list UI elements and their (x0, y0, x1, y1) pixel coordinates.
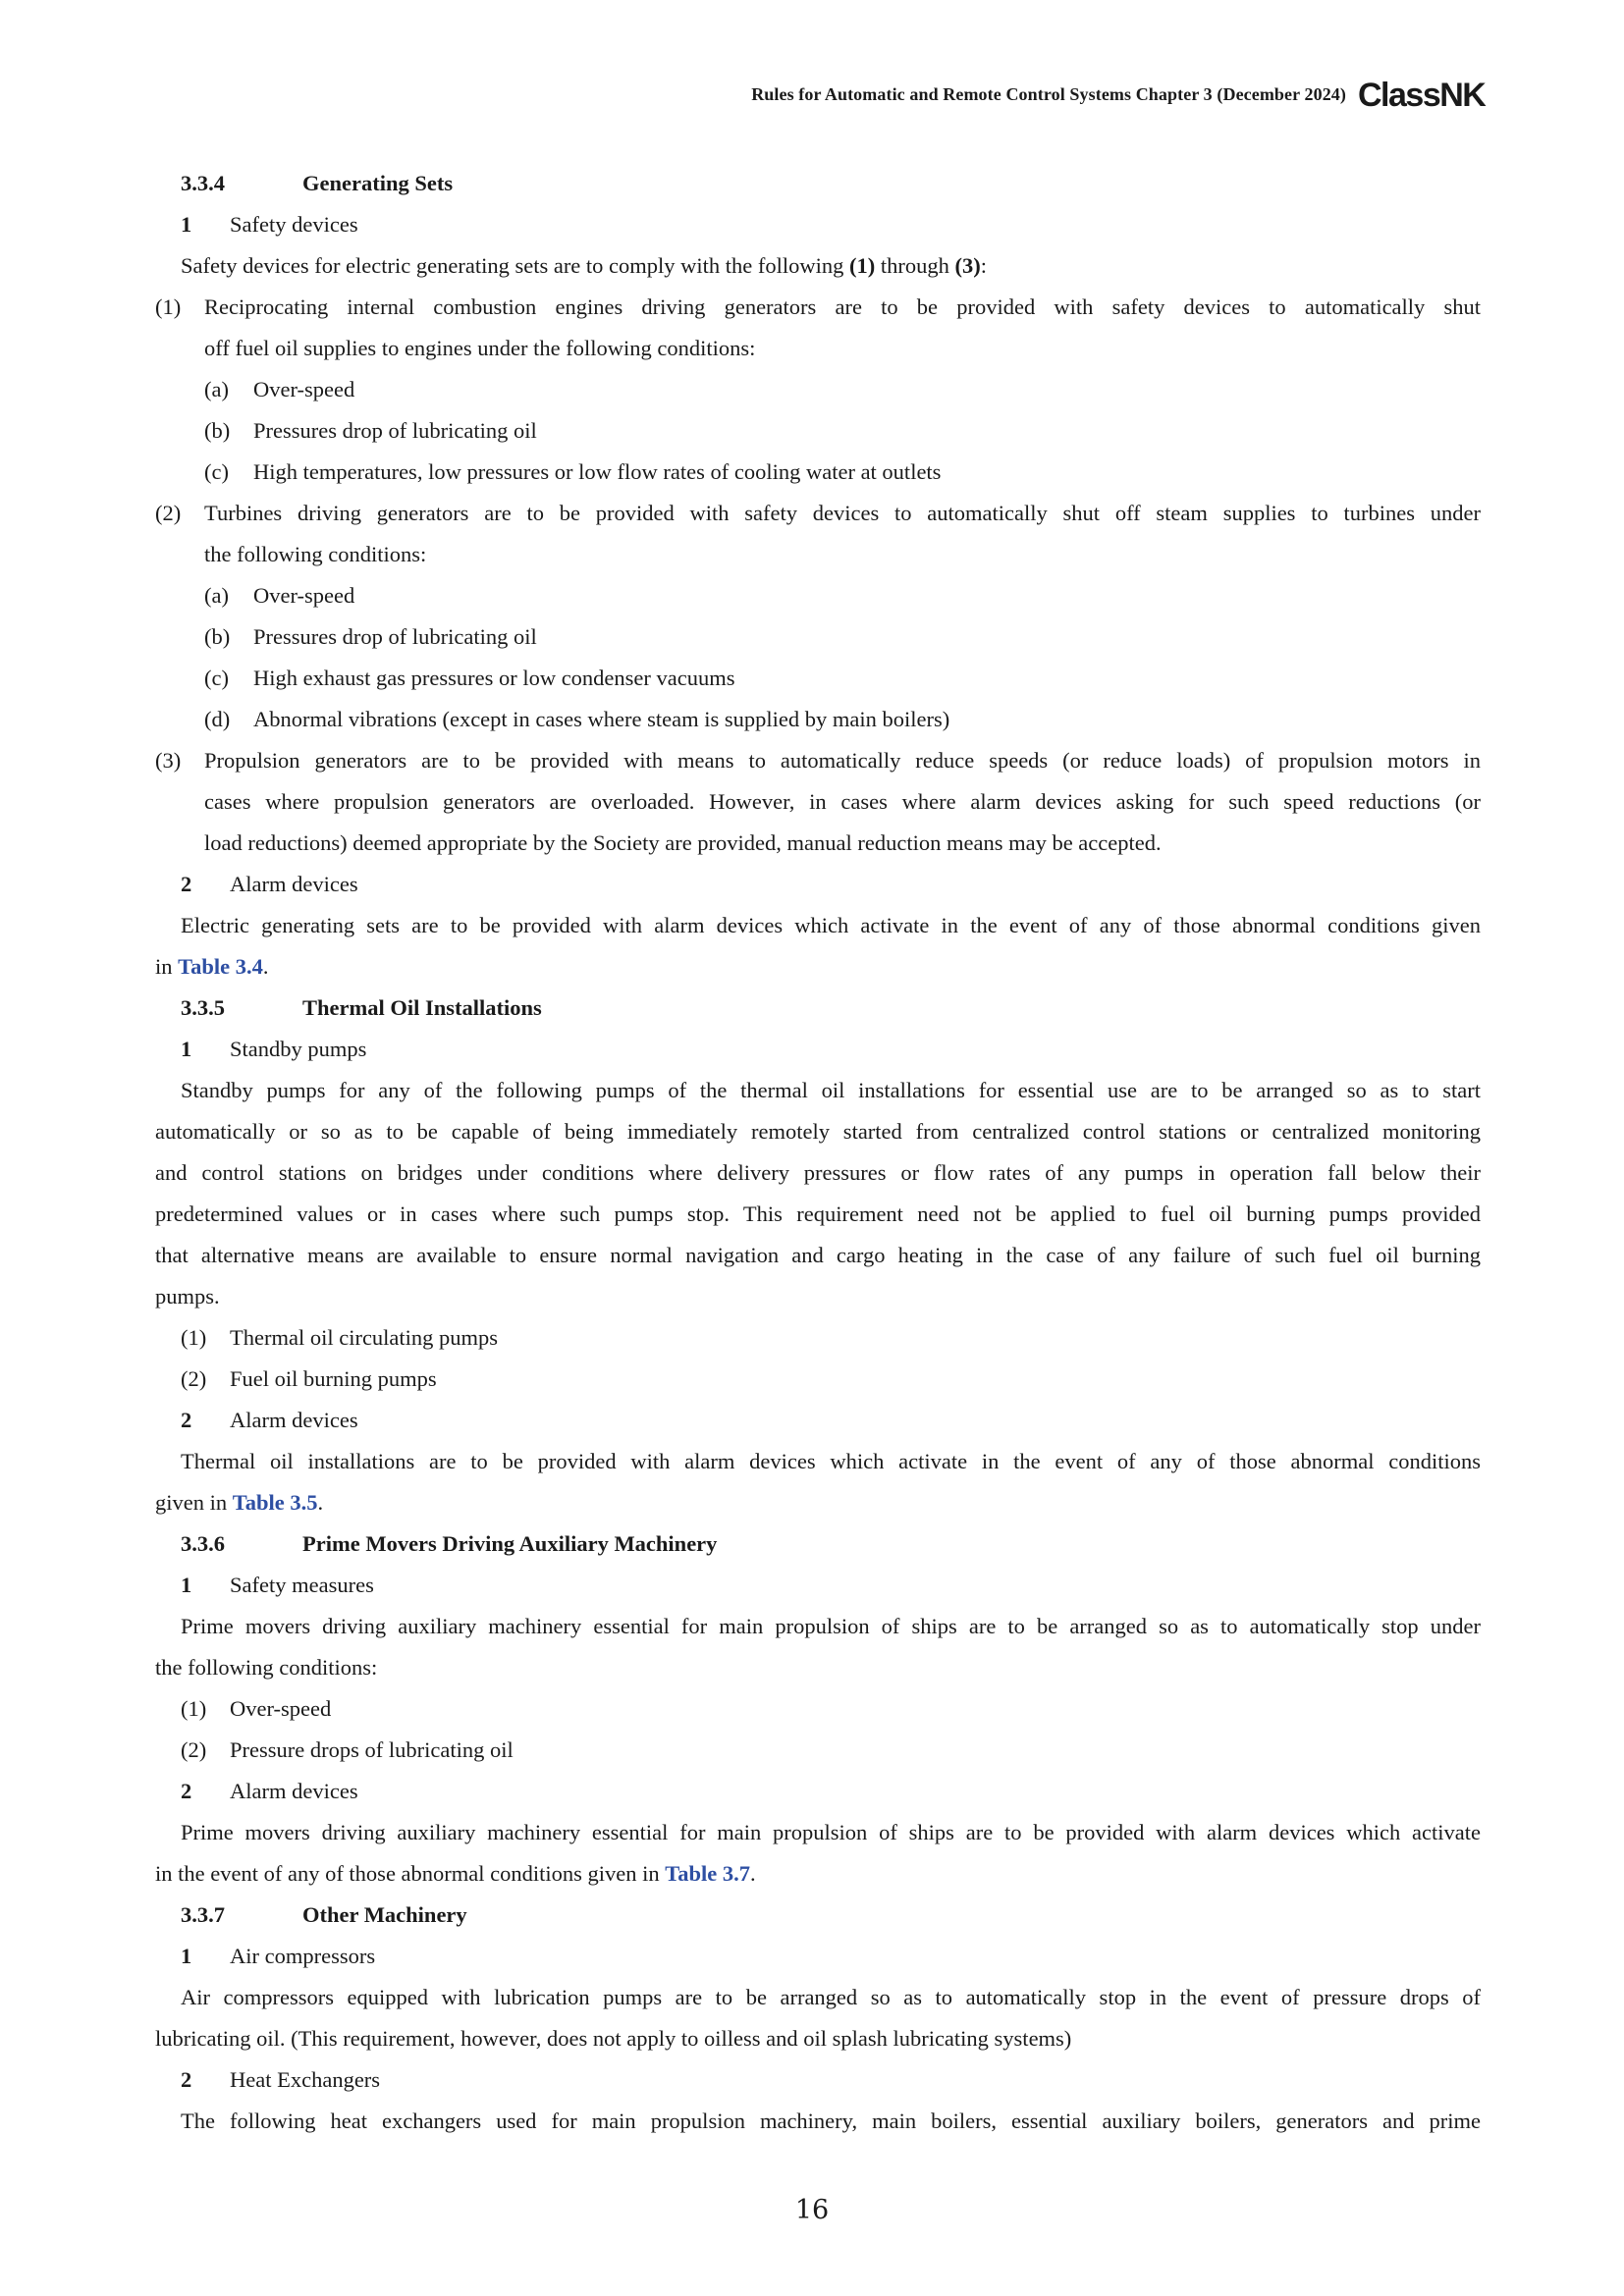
list-item: (1) Over-speed (181, 1696, 332, 1721)
paragraph-text: and control stations on bridges under conditions where delivery pressures or flow rates of any pumps in operation fall below their (155, 1160, 1481, 1185)
section-heading-3-3-5: 3.3.5 Thermal Oil Installations (181, 995, 542, 1020)
paragraph-text: in the event of any of those abnormal conditions given in Table 3.7. (155, 1861, 756, 1886)
paragraph-text: in Table 3.4. (155, 954, 269, 979)
paragraph-text: Prime movers driving auxiliary machinery essential for main propulsion of ships are to be arranged so as to automatically stop under (181, 1614, 1481, 1638)
page-header (0, 77, 1624, 116)
list-item-continuation: off fuel oil supplies to engines under the following conditions: (204, 336, 756, 360)
paragraph-text: Thermal oil installations are to be provided with alarm devices which activate in the event of any of those abnormal conditions (181, 1449, 1481, 1473)
sub-list-item: (c) High exhaust gas pressures or low condenser vacuums (204, 666, 735, 690)
section-heading-3-3-4: 3.3.4 Generating Sets (181, 171, 454, 195)
paragraph-text: that alternative means are available to ensure normal navigation and cargo heating in the case of any failure of such fuel oil burning (155, 1243, 1481, 1267)
paragraph-heading: 1 Safety measures (181, 1573, 374, 1597)
list-item-continuation: load reductions) deemed appropriate by the Society are provided, manual reduction means may be accepted. (204, 830, 1162, 855)
sub-list-item: (a) Over-speed (204, 583, 355, 608)
paragraph-text: Safety devices for electric generating sets are to comply with the following (1) through (3): (181, 253, 988, 278)
sub-list-item: (b) Pressures drop of lubricating oil (204, 624, 537, 649)
paragraph-text: pumps. (155, 1284, 220, 1308)
paragraph-text: Electric generating sets are to be provided with alarm devices which activate in the event of any of those abnormal conditions given (181, 913, 1481, 937)
paragraph-text: the following conditions: (155, 1655, 378, 1680)
paragraph-text: Standby pumps for any of the following pumps of the thermal oil installations for essential use are to be arranged so as to start (181, 1078, 1481, 1102)
list-item: (2) Turbines driving generators are to be provided with safety devices to automatically shut off steam supplies to turbines under (155, 501, 1481, 525)
list-item: (1) Reciprocating internal combustion engines driving generators are to be provided with safety devices to automatically shut (155, 294, 1481, 319)
paragraph-text: automatically or so as to be capable of being immediately remotely started from centralized control stations or centralized monitoring (155, 1119, 1481, 1144)
paragraph-heading: 1 Standby pumps (181, 1037, 367, 1061)
list-item-continuation: cases where propulsion generators are overloaded. However, in cases where alarm devices asking for such speed reductions (or (204, 789, 1481, 814)
document-body (155, 163, 1481, 2142)
sub-list-item: (a) Over-speed (204, 377, 355, 401)
list-item: (3) Propulsion generators are to be provided with means to automatically reduce speeds (or reduce loads) of propulsion motors in (155, 748, 1481, 773)
list-item: (1) Thermal oil circulating pumps (181, 1325, 499, 1350)
section-heading-3-3-7: 3.3.7 Other Machinery (181, 1902, 467, 1927)
paragraph-text: given in Table 3.5. (155, 1490, 324, 1515)
paragraph-text: Air compressors equipped with lubrication pumps are to be arranged so as to automatically stop in the event of pressure drops of (181, 1985, 1481, 2009)
header-title: Rules for Automatic and Remote Control Systems Chapter 3 (December 2024) (751, 84, 1346, 104)
table-3-5-link[interactable]: Table 3.5 (232, 1490, 318, 1515)
list-item-continuation: the following conditions: (204, 542, 427, 566)
list-item: (2) Pressure drops of lubricating oil (181, 1737, 514, 1762)
paragraph-heading: 1 Safety devices (181, 212, 358, 237)
list-item: (2) Fuel oil burning pumps (181, 1366, 437, 1391)
paragraph-text: Prime movers driving auxiliary machinery essential for main propulsion of ships are to be provided with alarm devices which activate (181, 1820, 1481, 1844)
section-heading-3-3-6: 3.3.6 Prime Movers Driving Auxiliary Machinery (181, 1531, 718, 1556)
table-3-7-link[interactable]: Table 3.7 (665, 1861, 750, 1886)
paragraph-text: The following heat exchangers used for main propulsion machinery, main boilers, essential auxiliary boilers, generators and prime (181, 2109, 1481, 2133)
paragraph-heading: 2 Alarm devices (181, 1408, 358, 1432)
paragraph-heading: 2 Alarm devices (181, 1779, 358, 1803)
paragraph-heading: 2 Alarm devices (181, 872, 358, 896)
table-3-4-link[interactable]: Table 3.4 (178, 954, 263, 979)
sub-list-item: (d) Abnormal vibrations (except in cases where steam is supplied by main boilers) (204, 707, 950, 731)
paragraph-heading: 1 Air compressors (181, 1944, 376, 1968)
page-number: 16 (794, 2195, 830, 2225)
sub-list-item: (b) Pressures drop of lubricating oil (204, 418, 537, 443)
classnk-logo: ClassNK (1358, 77, 1486, 114)
paragraph-text: lubricating oil. (This requirement, however, does not apply to oilless and oil splash lubricating systems) (155, 2026, 1072, 2051)
paragraph-text: predetermined values or in cases where such pumps stop. This requirement need not be applied to fuel oil burning pumps provided (155, 1201, 1481, 1226)
paragraph-heading: 2 Heat Exchangers (181, 2067, 381, 2092)
sub-list-item: (c) High temperatures, low pressures or low flow rates of cooling water at outlets (204, 459, 942, 484)
